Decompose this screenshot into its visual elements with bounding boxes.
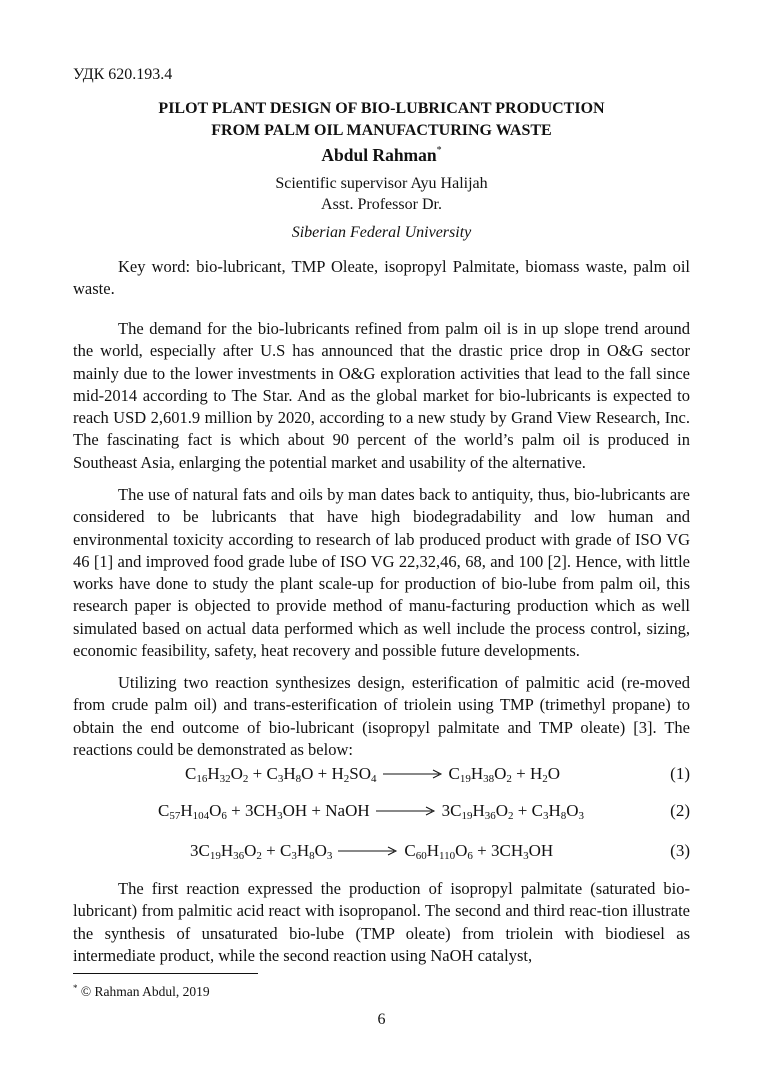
footnote [73, 983, 210, 1000]
paper-title [73, 98, 690, 142]
reaction-arrow-icon [383, 768, 443, 780]
subscript: 8 [309, 850, 315, 862]
paragraph-1: The demand for the bio-lubricants refined from palm oil is in up slope trend around the world, especially after U.S has announced that the drastic price drop in O&G sector mainly due to the lower investments in O&G exploration activities that lead to the fall since mid-2014 according to The Star. And as the global market for bio-lubricants is expected to reach USD 2,601.9 million by 2020, according to a new study by Grand View Research, Inc. The fascinating fact is which about 90 percent of the world’s palm oil is produced in Southeast Asia, enlarging the potential market and usability of the alternative. [73, 319, 690, 472]
reaction-arrow-icon [338, 845, 398, 857]
subscript: 2 [242, 773, 249, 785]
equation-3-number: (3) [670, 841, 690, 860]
subscript: 19 [461, 810, 473, 822]
title-line-2: FROM PALM OIL MANUFACTURING WASTE [211, 122, 552, 139]
reaction-arrow-icon [376, 805, 436, 817]
title-line-1: PILOT PLANT DESIGN OF BIO-LUBRICANT PRODUCTION [158, 100, 605, 117]
author-name: Abdul Rahman [321, 145, 437, 165]
paragraph-4: The first reaction expressed the production of isopropyl palmitate (saturated bio-lubricant) from palmitic acid react with isopropanol. The second and third reac-tion illustrate the synthesis of unsaturated bio-lube (TMP oleate) from triolein with biodiesel as intermediate product, while the second reaction using NaOH catalyst, [73, 879, 690, 965]
keywords: Key word: bio-lubricant, TMP Oleate, isopropyl Palmitate, biomass waste, palm oil waste. [73, 257, 690, 299]
subscript: 36 [233, 850, 245, 862]
subscript: 60 [415, 850, 427, 862]
subscript: 3 [277, 810, 283, 822]
equation-1-reactants: $C_{16}H_{32}O_2 + C_3H_8O + H_2SO_4$ [185, 764, 377, 785]
equation-2 [158, 799, 584, 823]
subscript: 3 [277, 773, 284, 785]
footnote-divider [73, 973, 258, 974]
author-footnote-mark: * [436, 145, 442, 156]
paragraph-3: Utilizing two reaction synthesizes design, esterification of palmitic acid (re-moved from crude palm oil) and trans-esterification of triolein using TMP (trimethyl propane) to obtain the end outcome of bio-lubricant (isopropyl palmitate and TMP oleate) [3]. The reactions could be demonstrated as below: [73, 673, 690, 759]
equation-2-products: $3C_{19}H_{36}O_2 + C_3H_8O_3$ [441, 801, 585, 822]
subscript: 3 [542, 810, 549, 822]
subscript: 32 [219, 773, 231, 785]
subscript: 3 [291, 850, 297, 862]
subscript: 4 [371, 773, 377, 785]
university: Siberian Federal University [291, 224, 472, 241]
subscript: 19 [209, 850, 221, 862]
subscript: 104 [192, 810, 210, 822]
subscript: 2 [343, 773, 350, 785]
subscript: 3 [578, 810, 585, 822]
paragraph-2: The use of natural fats and oils by man dates back to antiquity, thus, bio-lubricants are considered to be lubricants that have high biodegradability and low human and environmental toxicity according to research of lab produced product with grade of ISO VG 46 [1] and improved food grade lube of ISO VG 22,32,46, 68, and 100 [2]. Hence, with little works have done to study the plant scale-up for production of bio-lube from palm oil, this research paper is objected to provide method of manu-facturing production which as well simulated based on actual data performed which as well include the process control, sizing, economic feasibility, safety, heat recovery and possible future developments. [73, 485, 690, 661]
author [73, 145, 690, 166]
subscript: 38 [483, 773, 495, 785]
subscript: 2 [508, 810, 514, 822]
subscript: 57 [169, 810, 181, 822]
subscript: 8 [295, 773, 302, 785]
page-number: 6 [377, 1011, 386, 1028]
subscript: 2 [506, 773, 512, 785]
equation-3 [190, 839, 553, 863]
subscript: 3 [523, 850, 529, 862]
supervisor-line-2: Asst. Professor Dr. [321, 196, 442, 213]
udk-code: УДК 620.193.4 [73, 66, 173, 83]
subscript: 2 [256, 850, 262, 862]
equation-1-products: $C_{19}H_{38}O_2 + H_2O$ [448, 764, 561, 785]
subscript: 19 [459, 773, 471, 785]
supervisor-line-1: Scientific supervisor Ayu Halijah [275, 175, 488, 192]
equation-2-number: (2) [670, 801, 690, 820]
equation-1 [185, 762, 560, 786]
footnote-text: © Rahman Abdul, 2019 [77, 984, 210, 999]
equation-3-products: $C_{60}H_{110}O_6 + 3CH_3OH$ [404, 841, 554, 862]
footnote-mark: * [73, 983, 78, 993]
subscript: 16 [196, 773, 208, 785]
subscript: 6 [467, 850, 473, 862]
equation-1-number: (1) [670, 764, 690, 783]
subscript: 110 [439, 850, 456, 862]
subscript: 6 [221, 810, 227, 822]
subscript: 3 [326, 850, 333, 862]
subscript: 2 [542, 773, 548, 785]
equation-2-reactants: $C_{57}H_{104}O_6 + 3CH_3OH$ + NaOH [158, 801, 370, 822]
equation-3-reactants: $3C_{19}H_{36}O_2 + C_3H_8O_3$ [190, 841, 333, 862]
subscript: 36 [484, 810, 496, 822]
subscript: 8 [560, 810, 567, 822]
